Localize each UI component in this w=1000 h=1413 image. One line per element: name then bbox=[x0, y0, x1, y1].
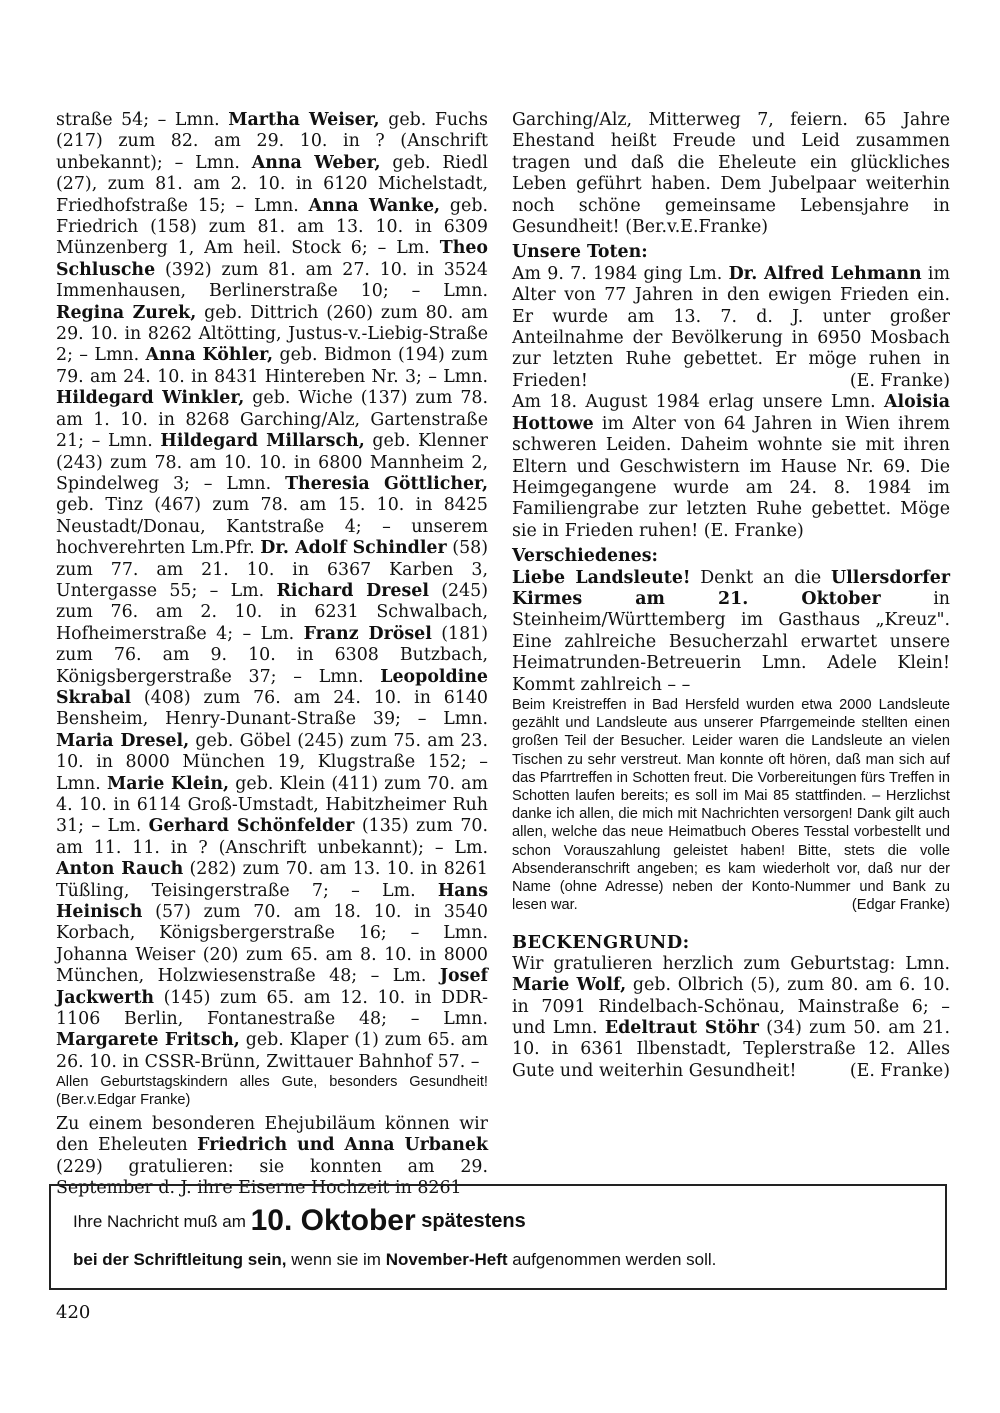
obituary-lehmann: Am 9. 7. 1984 ging Lm. Dr. Alfred Lehmann im Alter von 77 Jahren in den ewigen Frieden ein. Er wurde am 13. 7. d. J. unter großer Anteilnahme der Bevölkerung in 6950 Mosbach zur letzten Ruhe gebettet. Er möge ruhen in Frieden! (E. Franke) bbox=[512, 263, 950, 391]
signature: (Edgar Franke) bbox=[851, 897, 950, 914]
deadline-line-2: bei der Schriftleitung sein, wenn sie im November-Heft aufgenommen werden soll. bbox=[73, 1250, 717, 1269]
left-column bbox=[56, 110, 488, 1199]
birthday-closing: Allen Geburtstagskindern alles Gute, besonders Gesundheit! (Ber.v.Edgar Franke) bbox=[56, 1074, 488, 1109]
signature: (E. Franke) bbox=[849, 370, 950, 391]
obituary-hottowe: Am 18. August 1984 erlag unsere Lmn. Aloisia Hottowe im Alter von 64 Jahren in Wien ihrem schweren Leiden. Daheim wohnte sie mit ihren Eltern und Geschwistern im Hause Nr. 69. Die Heimgegangene wurde am 24. 8. 1984 im Familiengrabe zur letzten Ruhe gebettet. Möge sie in Frieden ruhen! (E. Franke) bbox=[512, 392, 950, 541]
kreistreffen-report: Beim Kreistreffen in Bad Hersfeld wurden etwa 2000 Landsleute gezählt und Landsleute aus unserer Pfarrgemeinde stellten einen großen Teil der Besucher. Leider waren die Landsleute an vielen Tischen zu sehr verstreut. Man konnte oft hören, daß man sich auf das Pfarrtreffen in Schotten freut. Die Vorbereitungen fürs Treffen in Schotten laufen bereits; es soll im Mai 85 stattfinden. – Herzlichst danke ich allen, die mich mit Nachrichten versorgen! Dank gilt auch allen, welche das neue Heimatbuch Oberes Tesstal vorbestellt und schon Vorauszahlung geleistet haben! Bitte, stets die volle Absenderanschrift angeben; es kam wiederholt vor, daß nur der Name (ohne Adresse) neben der Konto-Nummer und Bank zu lesen war. (Edgar Franke) bbox=[512, 696, 950, 914]
signature: (E. Franke) bbox=[849, 1060, 950, 1081]
deadline-line-1: Ihre Nachricht muß am 10. Oktober spätestens bbox=[73, 1204, 526, 1237]
anniversary-continuation: Garching/Alz, Mitterweg 7, feiern. 65 Jahre Ehestand heißt Freude und Leid zusammen tragen und daß die Eheleute ein glückliches Leben geführt haben. Dem Jubelpaar weiterhin noch schöne gemeinsame Lebensjahre in Gesundheit! (Ber.v.E.Franke) bbox=[512, 110, 950, 238]
kirmes-announcement: Liebe Landsleute! Denkt an die Ullersdorfer Kirmes am 21. Oktober in Steinheim/Württemberg im Gasthaus „Kreuz". Eine zahlreiche Besucherzahl erwartet unsere Heimatrunden-Betreuerin Lmn. Adele Klein! Kommt zahlreich – – bbox=[512, 567, 950, 695]
page-number: 420 bbox=[56, 1302, 91, 1323]
birthday-list: straße 54; – Lmn. Martha Weiser, geb. Fuchs (217) zum 82. am 29. 10. in ? (Anschrift unbekannt); – Lmn. Anna Weber, geb. Riedl (27), zum 81. am 2. 10. in 6120 Michelstadt, Friedhofstraße 15; – Lmn. Anna Wanke, geb. Friedrich (158) zum 81. am 13. 10. in 6309 Münzenberg 1, Am heil. Stock 6; – Lm. Theo Schlusche (392) zum 81. am 27. 10. in 3524 Immenhausen, Berlinerstraße 10; – Lmn. Regina Zurek, geb. Dittrich (260) zum 80. am 29. 10. in 8262 Altötting, Justus-v.-Liebig-Straße 2; – Lmn. Anna Köhler, geb. Bidmon (194) zum 79. am 24. 10. in 8431 Hintereben Nr. 3; – Lmn. Hildegard Winkler, geb. Wiche (137) zum 78. am 1. 10. in 8268 Garching/Alz, Gartenstraße 21; – Lmn. Hildegard Millarsch, geb. Klenner (243) zum 78. am 10. 10. in 6800 Mannheim 2, Spindelweg 3; – Lmn. Theresia Göttlicher, geb. Tinz (467) zum 78. am 15. 10. in 8425 Neustadt/Donau, Kantstraße 4; – unserem hochverehrten Lm.Pfr. Dr. Adolf Schindler (58) zum 77. am 21. 10. in 6367 Karben 3, Untergasse 55; – Lm. Richard Dresel (245) zum 76. am 2. 10. in 6231 Schwalbach, Hofheimerstraße 4; – Lm. Franz Drösel (181) zum 76. am 9. 10. in 6308 Butzbach, Königsbergerstraße 37; – Lmn. Leopoldine Skrabal (408) zum 76. am 24. 10. in 6140 Bensheim, Henry-Dunant-Straße 39; – Lmn. Maria Dresel, geb. Göbel (245) zum 75. am 23. 10. in 8000 München 19, Klugstraße 152; – Lmn. Marie Klein, geb. Klein (411) zum 70. am 4. 10. in 6114 Groß-Umstadt, Habitzheimer Ruh 31; – Lm. Gerhard Schönfelder (135) zum 70. am 11. 11. in ? (Anschrift unbekannt); – Lm. Anton Rauch (282) zum 70. am 13. 10. in 8261 Tüßling, Teisingerstraße 7; – Lm. Hans Heinisch (57) zum 70. am 18. 10. in 3540 Korbach, Königsbergerstraße 16; – Lmn. Johanna Weiser (20) zum 65. am 8. 10. in 8000 München, Holzwiesenstraße 48; – Lm. Josef Jackwerth (145) zum 65. am 12. 10. in DDR-1106 Berlin, Fontanestraße 48; – Lmn. Margarete Fritsch, geb. Klaper (1) zum 65. am 26. 10. in CSSR-Brünn, Zwittauer Bahnhof 57. – bbox=[56, 110, 489, 1072]
deadline-notice-box bbox=[49, 1184, 947, 1290]
anniversary-paragraph: Zu einem besonderen Ehejubiläum können wir den Eheleuten Friedrich und Anna Urbanek (229) gratulieren: sie konnten am 29. September d. J. ihre Eiserne Hochzeit in 8261 bbox=[56, 1113, 488, 1198]
beckengrund-heading: BECKENGRUND: bbox=[512, 932, 690, 954]
verschiedenes-heading: Verschiedenes: bbox=[512, 546, 658, 567]
right-column bbox=[512, 110, 950, 1082]
toten-heading: Unsere Toten: bbox=[512, 242, 648, 263]
beckengrund-birthdays: Wir gratulieren herzlich zum Geburtstag: Lmn. Marie Wolf, geb. Olbrich (5), zum 80. am 6. 10. in 7091 Rindelbach-Schönau, Mainstraße 6; – und Lmn. Edeltraut Stöhr (34) zum 50. am 21. 10. in 6361 Ilbenstadt, Teplerstraße 12. Alles Gute und weiterhin Gesundheit! (E. Franke) bbox=[512, 953, 950, 1081]
